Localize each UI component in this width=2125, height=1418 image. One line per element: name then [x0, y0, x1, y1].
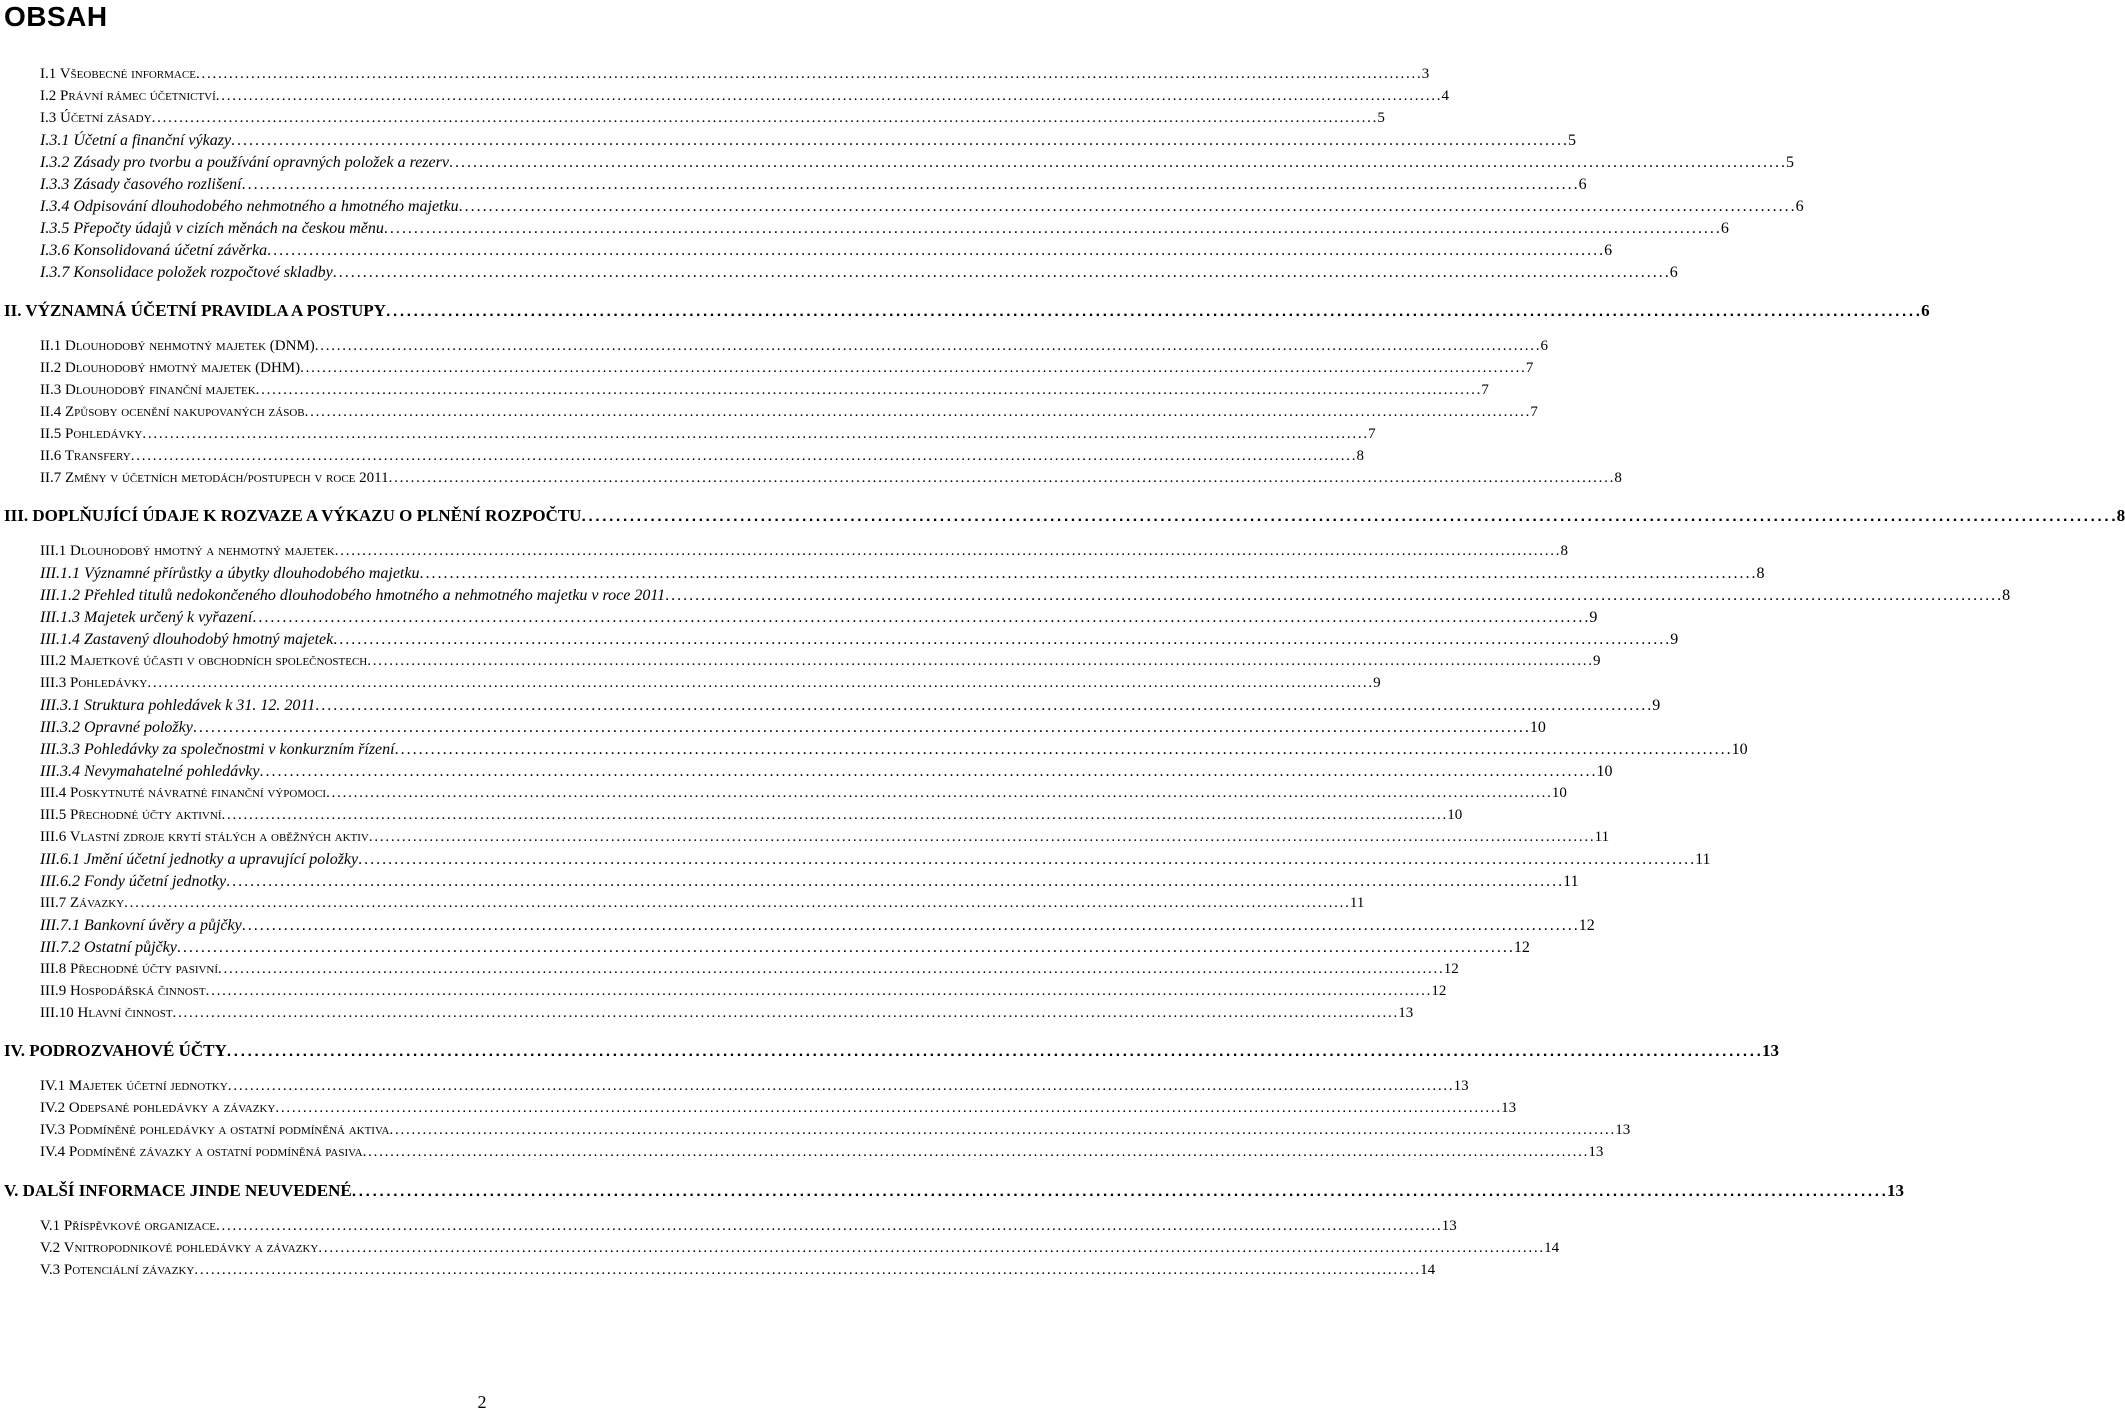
toc-entry[interactable]	[40, 132, 1577, 154]
toc-entry[interactable]	[40, 851, 1711, 873]
toc-entry[interactable]	[40, 264, 1678, 286]
toc-entry[interactable]	[40, 66, 1430, 88]
toc-entry[interactable]	[40, 1262, 1436, 1284]
toc-entry-label: III.1 Dlouhodobý hmotný a nehmotný majetek	[40, 543, 335, 559]
toc-entry[interactable]	[40, 697, 1661, 719]
toc-entry[interactable]	[40, 448, 1364, 470]
toc-entry[interactable]	[40, 961, 1459, 983]
toc-entry-label: III.1.4 Zastavený dlouhodobý hmotný majetek	[40, 631, 334, 648]
toc-entry[interactable]	[40, 1122, 1631, 1144]
toc-entry-page: 8	[1614, 470, 1622, 486]
toc-dot-leader	[242, 917, 1577, 935]
toc-dot-leader	[395, 741, 1730, 759]
toc-entry[interactable]	[40, 198, 1804, 220]
toc-entry-page: 8	[2002, 587, 2011, 604]
toc-dot-leader	[131, 448, 1355, 465]
toc-entry-label: II.2 Dlouhodobý hmotný majetek (DHM)	[40, 360, 301, 376]
toc-entry-page: 6	[1540, 338, 1549, 354]
toc-entry-page: 13	[1453, 1078, 1469, 1094]
toc-entry-label: II.5 Pohledávky	[40, 426, 143, 442]
toc-dot-leader	[358, 851, 1693, 869]
toc-dot-leader	[267, 242, 1602, 260]
toc-entry[interactable]	[40, 426, 1376, 448]
toc-entry-page: 5	[1785, 154, 1794, 171]
toc-dot-leader	[194, 1262, 1418, 1279]
toc-entry[interactable]	[40, 154, 1794, 176]
toc-dot-leader	[459, 198, 1794, 216]
toc-entry-page: 12	[1578, 917, 1595, 934]
toc-entry[interactable]	[40, 939, 1530, 961]
toc-dot-leader	[275, 1100, 1499, 1117]
toc-entry-page: 13	[1501, 1100, 1517, 1116]
toc-entry-label: V.1 Příspěvkové organizace	[40, 1218, 216, 1234]
toc-entry-label: IV.3 Podmíněné pohledávky a ostatní podmíněná aktiva	[40, 1122, 390, 1138]
toc-dot-leader	[315, 697, 1650, 715]
toc-entry-page: 14	[1420, 1262, 1436, 1278]
toc-entry-page: 8	[1756, 565, 1765, 582]
toc-entry-page: 9	[1589, 609, 1598, 626]
toc-entry[interactable]	[40, 807, 1463, 829]
toc-dot-leader	[335, 543, 1559, 560]
toc-entry-page: 11	[1349, 895, 1365, 911]
toc-dot-leader	[242, 176, 1577, 194]
toc-entry-page: 8	[2116, 506, 2125, 525]
toc-entry-label: III.7 Závazky	[40, 895, 125, 911]
toc-dot-leader	[384, 220, 1719, 238]
toc-entry-label: III. DOPLŇUJÍCÍ ÚDAJE K ROZVAZE A VÝKAZU O PLNĚNÍ ROZPOČTU	[4, 506, 582, 525]
toc-entry-label: I.3.4 Odpisování dlouhodobého nehmotného a hmotného majetku	[40, 198, 459, 215]
toc-dot-leader	[333, 631, 1668, 649]
toc-dot-leader	[449, 154, 1784, 172]
toc-entry-page: 13	[1588, 1144, 1604, 1160]
toc-dot-leader	[581, 508, 2114, 526]
toc-entry[interactable]	[40, 565, 1765, 587]
toc-entry[interactable]	[4, 301, 1930, 323]
toc-entry-label: V.3 Potenciální závazky	[40, 1262, 195, 1278]
toc-entry-label: III.6 Vlastní zdroje krytí stálých a oběžných aktiv	[40, 829, 369, 845]
toc-entry-page: 9	[1373, 675, 1381, 691]
toc-dot-leader	[228, 1078, 1452, 1095]
toc-entry-label: III.3.4 Nevymahatelné pohledávky	[40, 763, 260, 780]
toc-entry[interactable]	[40, 587, 2011, 609]
toc-entry[interactable]	[4, 506, 2125, 528]
toc-entry-page: 10	[1447, 807, 1463, 823]
toc-dot-leader	[352, 1183, 1885, 1201]
toc-entry[interactable]	[40, 719, 1546, 741]
toc-entry-label: I.3.2 Zásady pro tvorbu a používání opravných položek a rezerv	[40, 154, 449, 171]
toc-entry-label: II.6 Transfery	[40, 448, 131, 464]
toc-entry-label: I.1 Všeobecné informace	[40, 66, 196, 82]
toc-entry-label: I.3.1 Účetní a finanční výkazy	[40, 132, 232, 149]
toc-entry-label: IV. PODROZVAHOVÉ ÚČTY	[4, 1041, 227, 1060]
toc-entry-page: 13	[1398, 1005, 1414, 1021]
toc-dot-leader	[386, 303, 1919, 321]
toc-entry-page: 8	[1560, 543, 1568, 559]
toc-entry[interactable]	[40, 1218, 1457, 1240]
toc-entry-label: I.3.5 Přepočty údajů v cizích měnách na českou měnu	[40, 220, 384, 237]
toc-entry-page: 13	[1615, 1122, 1631, 1138]
toc-dot-leader	[256, 382, 1480, 399]
toc-entry-label: II.7 Změny v účetních metodách/postupech v roce 2011	[40, 470, 389, 486]
toc-entry-label: V.2 Vnitropodnikové pohledávky a závazky	[40, 1240, 319, 1256]
toc-entry-page: 13	[1761, 1041, 1779, 1060]
toc-entry-label: IV.2 Odepsané pohledávky a závazky	[40, 1100, 276, 1116]
toc-entry-label: I.3.7 Konsolidace položek rozpočtové skladby	[40, 264, 333, 281]
toc-entry[interactable]	[40, 1144, 1604, 1166]
toc-entry-label: II.4 Způsoby ocenění nakupovaných zásob	[40, 404, 305, 420]
toc-entry-page: 10	[1731, 741, 1748, 758]
toc-entry[interactable]	[40, 220, 1729, 242]
toc-entry-page: 8	[1356, 448, 1364, 464]
toc-entry-page: 14	[1544, 1240, 1560, 1256]
toc-dot-leader	[216, 1218, 1440, 1235]
toc-entry-page: 7	[1368, 426, 1376, 442]
toc-entry-page: 11	[1563, 873, 1579, 890]
toc-entry-label: I.3 Účetní zásady	[40, 110, 152, 126]
toc-entry-label: III.3.2 Opravné položky	[40, 719, 193, 736]
toc-dot-leader	[142, 426, 1366, 443]
toc-entry-page: 10	[1551, 785, 1567, 801]
toc-entry-page: 12	[1443, 961, 1459, 977]
toc-entry-page: 6	[1795, 198, 1804, 215]
toc-dot-leader	[152, 110, 1376, 127]
toc-entry[interactable]	[40, 983, 1447, 1005]
toc-entry[interactable]	[40, 1005, 1414, 1027]
toc-dot-leader	[326, 785, 1550, 802]
toc-entry[interactable]	[40, 1100, 1517, 1122]
toc-entry[interactable]	[40, 829, 1610, 851]
toc-entry[interactable]	[4, 1181, 1904, 1203]
toc-entry-label: III.5 Přechodné účty aktivní	[40, 807, 222, 823]
toc-dot-leader	[231, 132, 1566, 150]
toc-dot-leader	[367, 653, 1591, 670]
toc-dot-leader	[196, 66, 1420, 83]
toc-entry-label: III.1.3 Majetek určený k vyřazení	[40, 609, 253, 626]
toc-entry-page: 6	[1720, 220, 1729, 237]
toc-entry[interactable]	[40, 1240, 1560, 1262]
toc-entry-page: 12	[1431, 983, 1447, 999]
toc-entry-page: 7	[1481, 382, 1489, 398]
toc-entry-label: IV.1 Majetek účetní jednotky	[40, 1078, 228, 1094]
toc-dot-leader	[665, 587, 2000, 605]
toc-entry[interactable]	[40, 917, 1595, 939]
toc-entry-label: III.3 Pohledávky	[40, 675, 148, 691]
toc-dot-leader	[252, 609, 1587, 627]
toc-entry-label: III.8 Přechodné účty pasivní	[40, 961, 219, 977]
toc-entry-page: 6	[1578, 176, 1587, 193]
toc-entry-label: I.3.6 Konsolidovaná účetní závěrka	[40, 242, 268, 259]
toc-entry-label: V. DALŠÍ INFORMACE JINDE NEUVEDENÉ	[4, 1181, 352, 1200]
toc-entry-label: III.3.3 Pohledávky za společnostmi v konkurzním řízení	[40, 741, 395, 758]
toc-entry-label: IV.4 Podmíněné závazky a ostatní podmíněná pasiva	[40, 1144, 363, 1160]
page-number: 2	[477, 1392, 487, 1412]
toc-entry-page: 10	[1529, 719, 1546, 736]
toc-entry-label: III.9 Hospodářská činnost	[40, 983, 206, 999]
toc-dot-leader	[363, 1144, 1587, 1161]
toc-entry-page: 7	[1525, 360, 1534, 376]
toc-entry[interactable]	[40, 631, 1679, 653]
toc-dot-leader	[218, 961, 1442, 978]
toc-entry-label: III.7.1 Bankovní úvěry a půjčky	[40, 917, 242, 934]
toc-entry[interactable]	[40, 88, 1450, 110]
toc-entry-label: I.2 Právní rámec účetnictví	[40, 88, 216, 104]
toc-dot-leader	[216, 88, 1440, 105]
toc-entry-label: II.3 Dlouhodobý finanční majetek	[40, 382, 256, 398]
toc-entry-label: I.3.3 Zásady časového rozlišení	[40, 176, 242, 193]
toc-dot-leader	[389, 470, 1613, 487]
toc-dot-leader	[389, 1122, 1613, 1139]
toc-entry-page: 9	[1652, 697, 1661, 714]
toc-dot-leader	[147, 675, 1371, 692]
toc-dot-leader	[124, 895, 1348, 912]
toc-entry-label: III.10 Hlavní činnost	[40, 1005, 173, 1021]
toc-dot-leader	[221, 807, 1445, 824]
toc-entry-page: 3	[1421, 66, 1430, 82]
toc-entry[interactable]	[40, 873, 1579, 895]
toc-entry-label: III.1.1 Významné přírůstky a úbytky dlouhodobého majetku	[40, 565, 420, 582]
toc-entry[interactable]	[40, 675, 1381, 697]
toc-entry-label: III.4 Poskytnuté návratné finanční výpomoci	[40, 785, 327, 801]
toc-entry-label: III.3.1 Struktura pohledávek k 31. 12. 2011	[40, 697, 316, 714]
toc-entry[interactable]	[40, 741, 1748, 763]
toc-entry[interactable]	[40, 242, 1613, 264]
toc-entry[interactable]	[40, 470, 1622, 492]
toc-entry-page: 11	[1594, 829, 1610, 845]
toc-entry-page: 4	[1441, 88, 1450, 104]
toc-entry-page: 7	[1530, 404, 1538, 420]
toc-entry-page: 5	[1377, 110, 1385, 126]
toc-dot-leader	[300, 360, 1524, 377]
toc-entry[interactable]	[40, 785, 1567, 807]
toc-entry-page: 13	[1441, 1218, 1457, 1234]
toc-entry-page: 6	[1669, 264, 1678, 281]
toc-dot-leader	[177, 939, 1512, 957]
toc-entry-label: III.2 Majetkové účasti v obchodních společnostech	[40, 653, 368, 669]
toc-entry-page: 9	[1592, 653, 1601, 669]
toc-entry-label: III.6.2 Fondy účetní jednotky	[40, 873, 227, 890]
toc-entry-page: 10	[1596, 763, 1613, 780]
page-title: OBSAH	[4, 1, 108, 32]
toc-entry-label: III.7.2 Ostatní půjčky	[40, 939, 177, 956]
toc-entry-label: II. VÝZNAMNÁ ÚČETNÍ PRAVIDLA A POSTUPY	[4, 301, 386, 320]
toc-dot-leader	[173, 1005, 1397, 1022]
toc-entry-label: III.1.2 Přehled titulů nedokončeného dlouhodobého hmotného a nehmotného majetku v roce 2011	[40, 587, 666, 604]
toc-entry[interactable]	[40, 360, 1534, 382]
toc-entry[interactable]	[40, 110, 1385, 132]
toc-dot-leader	[226, 873, 1561, 891]
toc-entry-label: III.6.1 Jmění účetní jednotky a upravující položky	[40, 851, 359, 868]
toc-entry-page: 6	[1604, 242, 1613, 259]
toc-dot-leader	[369, 829, 1593, 846]
toc-entry[interactable]	[40, 382, 1489, 404]
toc-dot-leader	[259, 763, 1594, 781]
toc-entry-label: II.1 Dlouhodobý nehmotný majetek (DNM)	[40, 338, 315, 354]
toc-dot-leader	[193, 719, 1528, 737]
toc-entry-page: 9	[1670, 631, 1679, 648]
toc-dot-leader	[419, 565, 1754, 583]
toc-entry[interactable]	[40, 609, 1598, 631]
toc-dot-leader	[227, 1043, 1760, 1061]
toc-entry[interactable]	[40, 338, 1549, 360]
toc-dot-leader	[318, 1240, 1542, 1257]
toc-entry[interactable]	[4, 1041, 1779, 1063]
toc-dot-leader	[305, 404, 1529, 421]
toc-entry-page: 6	[1921, 301, 1930, 320]
toc-dot-leader	[315, 338, 1539, 355]
toc-entry-page: 12	[1513, 939, 1530, 956]
toc-dot-leader	[333, 264, 1668, 282]
toc-dot-leader	[206, 983, 1430, 1000]
toc-entry[interactable]	[40, 763, 1613, 785]
toc-entry[interactable]	[40, 404, 1538, 426]
toc-entry-page: 13	[1886, 1181, 1904, 1200]
toc-entry-page: 5	[1568, 132, 1577, 149]
toc-entry[interactable]	[40, 176, 1587, 198]
toc-entry[interactable]	[40, 543, 1568, 565]
toc-entry[interactable]	[40, 653, 1601, 675]
toc-entry-page: 11	[1695, 851, 1711, 868]
toc-entry[interactable]	[40, 895, 1365, 917]
toc-entry[interactable]	[40, 1078, 1469, 1100]
